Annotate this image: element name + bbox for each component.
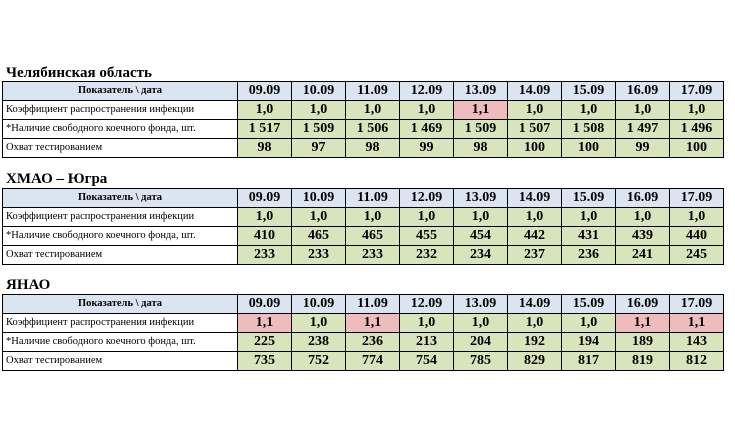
value-cell: 1,0 [238,101,292,120]
value-cell: 1,0 [238,208,292,227]
value-cell: 754 [400,352,454,371]
value-cell: 455 [400,227,454,246]
value-cell: 1 507 [508,120,562,139]
table-header-row [3,295,724,314]
row-label-cell: Коэффициент распространения инфекции [3,101,238,120]
region-title-chelyabinsk: Челябинская область [6,65,152,81]
value-cell: 1,0 [292,314,346,333]
value-cell-alert: 1,1 [454,101,508,120]
date-header-cell: 16.09 [616,189,670,208]
value-cell: 1,0 [562,101,616,120]
value-cell: 410 [238,227,292,246]
date-header-cell: 17.09 [670,189,724,208]
value-cell: 431 [562,227,616,246]
value-cell: 454 [454,227,508,246]
value-cell: 1,0 [400,314,454,333]
value-cell: 735 [238,352,292,371]
row-label-cell: Коэффициент распространения инфекции [3,314,238,333]
value-cell: 99 [616,139,670,158]
value-cell: 465 [346,227,400,246]
value-cell: 440 [670,227,724,246]
value-cell: 1,0 [670,101,724,120]
date-header-cell: 17.09 [670,295,724,314]
value-cell-alert: 1,1 [238,314,292,333]
value-cell: 1,0 [508,101,562,120]
region-title-khmao: ХМАО – Югра [6,171,108,187]
table-row [3,120,724,139]
value-cell: 225 [238,333,292,352]
value-cell: 233 [292,246,346,265]
value-cell: 233 [238,246,292,265]
value-cell: 100 [562,139,616,158]
value-cell: 1 496 [670,120,724,139]
value-cell: 236 [346,333,400,352]
value-cell: 1 509 [292,120,346,139]
value-cell: 774 [346,352,400,371]
date-header-cell: 12.09 [400,82,454,101]
table-header-row [3,82,724,101]
value-cell: 233 [346,246,400,265]
header-label-cell: Показатель \ дата [3,189,238,208]
date-header-cell: 11.09 [346,295,400,314]
value-cell: 237 [508,246,562,265]
value-cell: 213 [400,333,454,352]
value-cell: 98 [346,139,400,158]
value-cell: 817 [562,352,616,371]
table-row [3,246,724,265]
value-cell: 189 [616,333,670,352]
value-cell: 245 [670,246,724,265]
value-cell: 1,0 [292,208,346,227]
value-cell: 1,0 [562,208,616,227]
row-label-cell: *Наличие свободного коечного фонда, шт. [3,120,238,139]
date-header-cell: 14.09 [508,189,562,208]
table-row [3,139,724,158]
value-cell: 98 [454,139,508,158]
row-label-cell: Охват тестированием [3,352,238,371]
value-cell: 241 [616,246,670,265]
table-row [3,333,724,352]
value-cell: 100 [670,139,724,158]
value-cell: 1 508 [562,120,616,139]
value-cell: 1,0 [454,314,508,333]
date-header-cell: 14.09 [508,295,562,314]
date-header-cell: 10.09 [292,189,346,208]
region-table-chelyabinsk [2,81,724,158]
date-header-cell: 12.09 [400,295,454,314]
value-cell: 439 [616,227,670,246]
value-cell: 1,0 [508,208,562,227]
value-cell: 1,0 [400,208,454,227]
value-cell: 192 [508,333,562,352]
date-header-cell: 15.09 [562,82,616,101]
value-cell: 1,0 [508,314,562,333]
date-header-cell: 11.09 [346,82,400,101]
value-cell: 97 [292,139,346,158]
row-label-cell: Охват тестированием [3,246,238,265]
value-cell: 1 509 [454,120,508,139]
value-cell: 98 [238,139,292,158]
value-cell: 829 [508,352,562,371]
row-label-cell: Коэффициент распространения инфекции [3,208,238,227]
value-cell: 812 [670,352,724,371]
region-table-yanao [2,294,724,371]
table-row [3,101,724,120]
value-cell: 1,0 [670,208,724,227]
value-cell: 1,0 [292,101,346,120]
value-cell: 1 517 [238,120,292,139]
value-cell: 204 [454,333,508,352]
value-cell: 465 [292,227,346,246]
value-cell: 143 [670,333,724,352]
date-header-cell: 16.09 [616,82,670,101]
value-cell: 1 506 [346,120,400,139]
value-cell: 194 [562,333,616,352]
value-cell: 1 497 [616,120,670,139]
value-cell: 442 [508,227,562,246]
table-row [3,314,724,333]
value-cell: 1,0 [346,101,400,120]
value-cell: 819 [616,352,670,371]
table-row [3,208,724,227]
header-label-cell: Показатель \ дата [3,82,238,101]
date-header-cell: 17.09 [670,82,724,101]
value-cell: 238 [292,333,346,352]
date-header-cell: 14.09 [508,82,562,101]
date-header-cell: 16.09 [616,295,670,314]
value-cell: 785 [454,352,508,371]
date-header-cell: 10.09 [292,295,346,314]
date-header-cell: 09.09 [238,295,292,314]
value-cell: 100 [508,139,562,158]
row-label-cell: *Наличие свободного коечного фонда, шт. [3,333,238,352]
value-cell: 1,0 [346,208,400,227]
value-cell: 1,0 [616,101,670,120]
region-table-khmao [2,188,724,265]
value-cell: 1,0 [400,101,454,120]
value-cell-alert: 1,1 [346,314,400,333]
date-header-cell: 15.09 [562,295,616,314]
value-cell-alert: 1,1 [616,314,670,333]
date-header-cell: 12.09 [400,189,454,208]
date-header-cell: 13.09 [454,82,508,101]
date-header-cell: 10.09 [292,82,346,101]
region-title-yanao: ЯНАО [6,277,51,293]
value-cell: 1,0 [616,208,670,227]
value-cell: 236 [562,246,616,265]
value-cell: 1,0 [454,208,508,227]
value-cell: 1 469 [400,120,454,139]
row-label-cell: Охват тестированием [3,139,238,158]
value-cell: 752 [292,352,346,371]
table-row [3,352,724,371]
value-cell: 99 [400,139,454,158]
date-header-cell: 09.09 [238,82,292,101]
value-cell-alert: 1,1 [670,314,724,333]
value-cell: 232 [400,246,454,265]
value-cell: 234 [454,246,508,265]
table-row [3,227,724,246]
date-header-cell: 13.09 [454,295,508,314]
date-header-cell: 13.09 [454,189,508,208]
date-header-cell: 11.09 [346,189,400,208]
date-header-cell: 15.09 [562,189,616,208]
date-header-cell: 09.09 [238,189,292,208]
header-label-cell: Показатель \ дата [3,295,238,314]
value-cell: 1,0 [562,314,616,333]
row-label-cell: *Наличие свободного коечного фонда, шт. [3,227,238,246]
table-header-row [3,189,724,208]
